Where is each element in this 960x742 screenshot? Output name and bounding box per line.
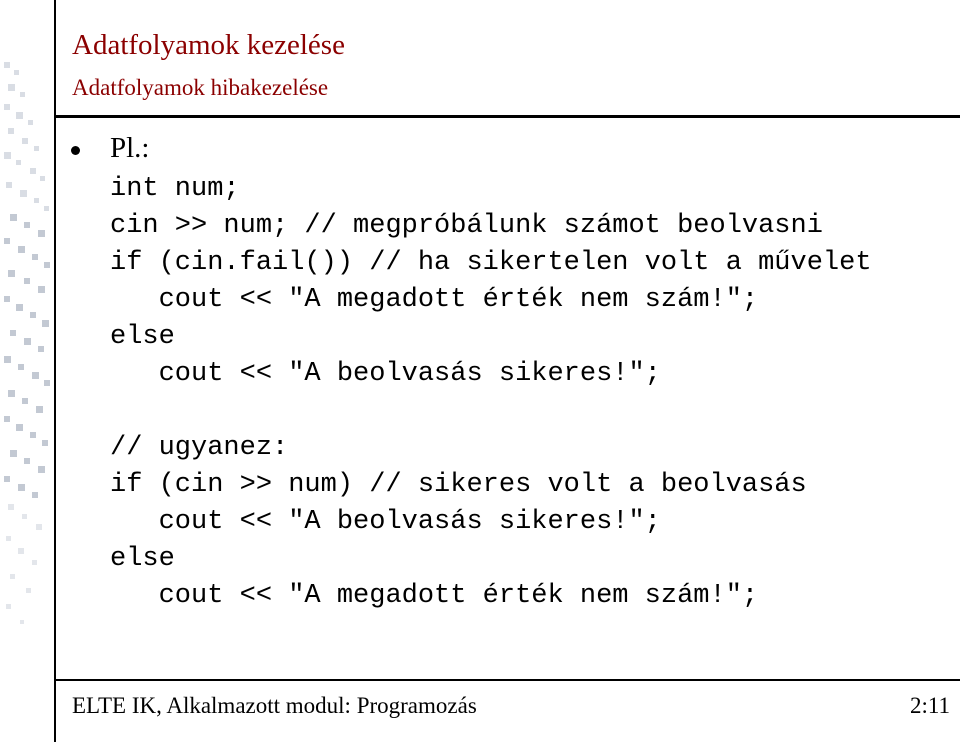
left-vertical-rule [54,0,56,742]
slide-title: Adatfolyamok kezelése [72,29,345,61]
code-line: // ugyanez: [110,433,289,463]
footer-course-name: ELTE IK, Alkalmazott modul: Programozás [72,693,477,718]
code-line: if (cin >> num) // sikeres volt a beolvasás [110,470,807,500]
code-line: else [110,322,175,352]
code-line: else [110,544,175,574]
bullet-dot [71,146,80,155]
footer-divider [54,679,960,681]
code-line: int num; [110,174,240,204]
slide-subtitle: Adatfolyamok hibakezelése [72,75,329,100]
header-divider [54,115,960,118]
code-line: cout << "A megadott érték nem szám!"; [110,581,759,611]
code-line: cout << "A beolvasás sikeres!"; [110,507,661,537]
code-line: if (cin.fail()) // ha sikertelen volt a művelet [110,248,872,278]
code-line: cin >> num; // megpróbálunk számot beolvasni [110,211,823,241]
code-line: cout << "A beolvasás sikeres!"; [110,359,661,389]
bullet-text: Pl.: [110,132,150,164]
code-line: cout << "A megadott érték nem szám!"; [110,285,759,315]
footer-page-number: 2:11 [909,693,950,718]
